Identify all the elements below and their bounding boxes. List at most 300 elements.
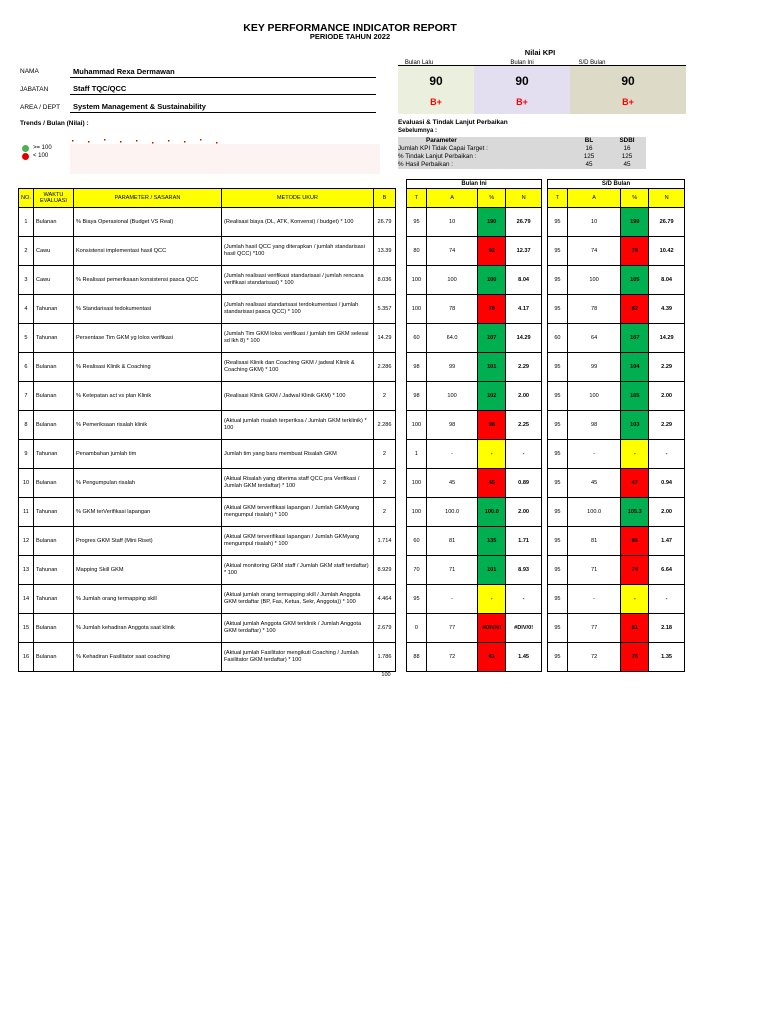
table-row [19, 585, 396, 614]
row-sd-a: 98 [567, 411, 620, 440]
row-bi-n: 2.00 [506, 382, 542, 411]
row-b: 8.036 [373, 266, 395, 295]
row-bi-t: 88 [407, 643, 427, 672]
row-sd-a: - [567, 440, 620, 469]
evaluasi-title: Evaluasi & Tindak Lanjut Perbaikan [398, 119, 508, 126]
group-head-bulan-ini: Bulan Ini [406, 179, 542, 188]
row-metode: (Realisasi biaya (DL, ATK, Konvensi) / budget) * 100 [221, 208, 373, 237]
row-sd-pct: 107 [621, 324, 649, 353]
col-head-metode: METODE UKUR [221, 189, 373, 208]
col-head-pct: % [478, 189, 506, 208]
table-row [407, 324, 542, 353]
row-metode: (Jumlah realisasi standarisasi terdokumentasi / jumlah standarisasi pasca QCC) * 100 [221, 295, 373, 324]
evaluasi-subtitle: Sebelumnya : [398, 128, 438, 134]
row-bi-a: 64.0 [426, 324, 477, 353]
table-row [19, 498, 396, 527]
row-sd-a: 10 [567, 208, 620, 237]
kpi-value-sd-bulan: 90 [621, 74, 635, 88]
row-metode: (Aktual jumlah risalah terperiksa / Jumlah GKM terklinik) * 100 [221, 411, 373, 440]
row-sd-t: 95 [548, 643, 568, 672]
table-row [407, 527, 542, 556]
row-waktu: Bulanan [33, 382, 73, 411]
row-waktu: Cawu [33, 237, 73, 266]
table-row [19, 324, 396, 353]
row-sd-pct: - [621, 585, 649, 614]
row-sd-t: 95 [548, 440, 568, 469]
row-bi-n: 2.00 [506, 498, 542, 527]
row-sd-n: 10.42 [649, 237, 685, 266]
table-header-row [407, 189, 542, 208]
col-head-a: A [567, 189, 620, 208]
row-sd-a: - [567, 585, 620, 614]
row-bi-n: #DIV/0! [506, 614, 542, 643]
row-sd-n: 2.00 [649, 498, 685, 527]
evaluasi-bl: 125 [583, 153, 595, 160]
row-sd-a: 45 [567, 469, 620, 498]
report-title: KEY PERFORMANCE INDICATOR REPORT [243, 22, 457, 34]
row-bi-a: 98 [426, 411, 477, 440]
row-param: Penambahan jumlah tim [73, 440, 221, 469]
row-metode: (Aktual GKM terverifikasi lapangan / Jumlah GKMyang mengumpul risalah) * 100 [221, 498, 373, 527]
table-row [548, 498, 685, 527]
row-sd-pct: 75 [621, 643, 649, 672]
row-metode: (Realisasi Klinik dan Coaching GKM / jadwal Klinik & Coaching GKM) * 100 [221, 353, 373, 382]
col-head-waktu: WAKTU EVALUASI [33, 189, 73, 208]
row-sd-t: 95 [548, 527, 568, 556]
row-sd-n: 1.47 [649, 527, 685, 556]
row-no: 7 [19, 382, 34, 411]
row-sd-a: 81 [567, 527, 620, 556]
kpi-box-bulan-lalu [398, 66, 474, 114]
row-sd-t: 95 [548, 295, 568, 324]
row-b: 2 [373, 382, 395, 411]
legend-green-dot-icon [22, 145, 29, 152]
row-param: Mapping Skill GKM [73, 556, 221, 585]
table-row [19, 208, 396, 237]
row-param: % Jumlah kehadiran Anggota saat klinik [73, 614, 221, 643]
col-head-param: PARAMETER / SASARAN [73, 189, 221, 208]
row-bi-t: 100 [407, 411, 427, 440]
row-sd-a: 78 [567, 295, 620, 324]
table-row [19, 353, 396, 382]
kpi-col-label-bulan-lalu: Bulan Lalu [404, 60, 434, 66]
kpi-col-label-bulan-ini: Bulan Ini [510, 60, 534, 66]
row-param: Progres GKM Staff (Mini Riset) [73, 527, 221, 556]
row-metode: (Jumlah realisasi verifikasi standarisasi / jumlah rencana verifikasi standarisasi) * 100 [221, 266, 373, 295]
col-head-n: N [649, 189, 685, 208]
evaluasi-row [398, 161, 646, 169]
row-waktu: Tahunan [33, 556, 73, 585]
row-no: 4 [19, 295, 34, 324]
row-param: % GKM terVerifikasi lapangan [73, 498, 221, 527]
row-bi-t: 95 [407, 208, 427, 237]
kpi-value-bulan-ini: 90 [515, 74, 529, 88]
row-bi-a: 77 [426, 614, 477, 643]
row-bi-n: - [506, 585, 542, 614]
row-bi-t: 100 [407, 498, 427, 527]
evaluasi-sdbi: 45 [623, 161, 631, 168]
row-b: 26.79 [373, 208, 395, 237]
evaluasi-row [398, 145, 646, 153]
row-bi-a: 78 [426, 295, 477, 324]
table-row [548, 469, 685, 498]
row-bi-t: 98 [407, 353, 427, 382]
row-no: 9 [19, 440, 34, 469]
row-sd-n: 2.29 [649, 353, 685, 382]
nama-label: NAMA [20, 68, 39, 75]
row-no: 12 [19, 527, 34, 556]
row-bi-a: - [426, 440, 477, 469]
row-bi-t: 100 [407, 266, 427, 295]
evaluasi-row [398, 153, 646, 161]
row-sd-pct: - [621, 440, 649, 469]
sd-bulan-table [547, 188, 685, 672]
row-bi-pct: 101 [478, 353, 506, 382]
row-bi-n: - [506, 440, 542, 469]
table-row [548, 237, 685, 266]
col-head-t: T [407, 189, 427, 208]
evaluasi-head-param: Parameter [426, 137, 457, 144]
row-bi-pct: 98 [478, 411, 506, 440]
row-bi-t: 1 [407, 440, 427, 469]
row-metode: (Aktual Risalah yang diterima staff QCC pra Verifikasi / Jumlah GKM terdaftar) * 100 [221, 469, 373, 498]
kpi-value-bulan-lalu: 90 [429, 74, 443, 88]
row-sd-n: 6.64 [649, 556, 685, 585]
row-no: 5 [19, 324, 34, 353]
legend-red-text: < 100 [33, 153, 49, 159]
table-row [548, 440, 685, 469]
col-head-pct: % [621, 189, 649, 208]
row-sd-t: 60 [548, 324, 568, 353]
row-bi-n: 14.29 [506, 324, 542, 353]
row-no: 13 [19, 556, 34, 585]
row-b: 5.357 [373, 295, 395, 324]
row-bi-t: 100 [407, 295, 427, 324]
row-bi-a: 81 [426, 527, 477, 556]
row-sd-pct: 74 [621, 556, 649, 585]
group-head-sd-bulan: S/D Bulan [547, 179, 685, 188]
table-row [548, 556, 685, 585]
table-row [407, 556, 542, 585]
row-param: % Pengumpulan risalah [73, 469, 221, 498]
row-sd-pct: 105 [621, 382, 649, 411]
row-sd-t: 95 [548, 208, 568, 237]
row-sd-pct: 103 [621, 411, 649, 440]
row-sd-a: 100 [567, 266, 620, 295]
table-row [548, 266, 685, 295]
row-b: 8.929 [373, 556, 395, 585]
evaluasi-head-bl: BL [584, 137, 594, 144]
bulan-ini-table [406, 188, 542, 672]
row-b: 2 [373, 469, 395, 498]
col-head-no: NO. [19, 189, 34, 208]
row-sd-a: 99 [567, 353, 620, 382]
row-b: 2 [373, 498, 395, 527]
row-bi-a: 100.0 [426, 498, 477, 527]
row-no: 14 [19, 585, 34, 614]
legend-red-dot-icon [22, 153, 29, 160]
row-metode: (Aktual jumlah Fasilitator mengikuti Coaching / Jumlah Fasilitator GKM terdaftar) * 100 [221, 643, 373, 672]
table-header-row [548, 189, 685, 208]
table-row [19, 237, 396, 266]
row-param: % Ketepatan act vs plan Klinik [73, 382, 221, 411]
row-bi-a: 10 [426, 208, 477, 237]
evaluasi-param: % Tindak Lanjut Perbaikan : [398, 153, 477, 160]
row-b: 14.29 [373, 324, 395, 353]
row-waktu: Bulanan [33, 411, 73, 440]
table-row [548, 585, 685, 614]
row-b: 4.464 [373, 585, 395, 614]
row-bi-pct: - [478, 440, 506, 469]
row-bi-n: 2.29 [506, 353, 542, 382]
row-bi-pct: 101 [478, 556, 506, 585]
row-param: % Realisasi pemeriksaan konsistensi pasca QCC [73, 266, 221, 295]
row-waktu: Tahunan [33, 440, 73, 469]
row-bi-a: - [426, 585, 477, 614]
row-no: 11 [19, 498, 34, 527]
legend-green-text: >= 100 [33, 145, 52, 151]
row-bi-pct: 100 [478, 266, 506, 295]
row-b: 2.679 [373, 614, 395, 643]
table-row [548, 527, 685, 556]
row-bi-a: 72 [426, 643, 477, 672]
row-no: 3 [19, 266, 34, 295]
area-label: AREA / DEPT [20, 104, 61, 111]
row-bi-pct: 100.0 [478, 498, 506, 527]
table-row [548, 382, 685, 411]
evaluasi-param: Jumlah KPI Tidak Capai Target : [398, 145, 488, 152]
row-param: % Kehadiran Fasilitator saat coaching [73, 643, 221, 672]
row-sd-a: 74 [567, 237, 620, 266]
row-bi-pct: 135 [478, 527, 506, 556]
row-waktu: Tahunan [33, 324, 73, 353]
table-row [19, 556, 396, 585]
row-bi-a: 100 [426, 266, 477, 295]
row-sd-n: 2.00 [649, 382, 685, 411]
row-bi-a: 74 [426, 237, 477, 266]
row-no: 8 [19, 411, 34, 440]
row-sd-pct: 82 [621, 295, 649, 324]
row-bi-n: 8.04 [506, 266, 542, 295]
row-sd-pct: 81 [621, 614, 649, 643]
row-sd-t: 95 [548, 237, 568, 266]
row-bi-n: 4.17 [506, 295, 542, 324]
row-sd-t: 95 [548, 585, 568, 614]
row-sd-t: 95 [548, 498, 568, 527]
row-b: 2 [373, 440, 395, 469]
row-waktu: Bulanan [33, 353, 73, 382]
table-row [19, 411, 396, 440]
row-sd-t: 95 [548, 411, 568, 440]
row-sd-t: 95 [548, 382, 568, 411]
row-sd-a: 77 [567, 614, 620, 643]
nilai-kpi-heading: Nilai KPI [524, 48, 556, 57]
table-row [548, 411, 685, 440]
kpi-box-sd-bulan [570, 66, 686, 114]
table-row [19, 440, 396, 469]
row-sd-n: - [649, 440, 685, 469]
row-no: 6 [19, 353, 34, 382]
col-head-a: A [426, 189, 477, 208]
row-sd-n: 4.39 [649, 295, 685, 324]
table-row [407, 614, 542, 643]
table-header-row [19, 189, 396, 208]
table-row [407, 643, 542, 672]
row-bi-n: 26.79 [506, 208, 542, 237]
row-sd-n: 2.18 [649, 614, 685, 643]
row-param: % Jumlah orang termapping skill [73, 585, 221, 614]
row-sd-t: 95 [548, 353, 568, 382]
evaluasi-bl: 16 [585, 145, 593, 152]
row-b: 1.714 [373, 527, 395, 556]
row-waktu: Cawu [33, 266, 73, 295]
jabatan-value: Staff TQC/QCC [73, 84, 127, 93]
row-sd-a: 100.0 [567, 498, 620, 527]
row-metode: (Aktual jumlah orang termapping skill / Jumlah Anggota GKM terdaftar (BP, Fas, Ketua, Sekr, Anggota)) * 100 [221, 585, 373, 614]
row-sd-t: 95 [548, 614, 568, 643]
evaluasi-sdbi: 16 [623, 145, 631, 152]
table-row [19, 382, 396, 411]
row-waktu: Bulanan [33, 643, 73, 672]
table-row [407, 382, 542, 411]
report-period: PERIODE TAHUN 2022 [309, 32, 391, 41]
evaluasi-sdbi: 125 [621, 153, 633, 160]
table-row [19, 469, 396, 498]
row-b: 1.786 [373, 643, 395, 672]
kpi-grade-sd-bulan: B+ [622, 97, 634, 107]
kpi-grade-bulan-lalu: B+ [430, 97, 442, 107]
row-param: % Standarisasi tedokumentasi [73, 295, 221, 324]
evaluasi-header [398, 137, 646, 145]
row-bi-n: 0.89 [506, 469, 542, 498]
table-row [548, 208, 685, 237]
row-bi-a: 45 [426, 469, 477, 498]
table-row [19, 527, 396, 556]
evaluasi-param: % Hasil Perbaikan : [398, 161, 453, 168]
row-sd-n: 8.04 [649, 266, 685, 295]
table-row [548, 324, 685, 353]
row-sd-a: 100 [567, 382, 620, 411]
table-row [407, 237, 542, 266]
table-row [407, 411, 542, 440]
row-no: 2 [19, 237, 34, 266]
row-no: 15 [19, 614, 34, 643]
row-bi-a: 100 [426, 382, 477, 411]
row-bi-t: 95 [407, 585, 427, 614]
row-sd-pct: 104 [621, 353, 649, 382]
col-head-n: N [506, 189, 542, 208]
kpi-box-bulan-ini [474, 66, 570, 114]
row-sd-pct: 105.3 [621, 498, 649, 527]
row-sd-pct: 78 [621, 237, 649, 266]
row-bi-a: 99 [426, 353, 477, 382]
nama-value: Muhammad Rexa Dermawan [73, 67, 175, 76]
row-metode: (Jumlah hasil QCC yang diterapkan / jumlah standarisasi hasil QCC) *100 [221, 237, 373, 266]
kpi-grade-bulan-ini: B+ [516, 97, 528, 107]
trends-label: Trends / Bulan (Nilai) : [20, 120, 89, 127]
row-sd-a: 64 [567, 324, 620, 353]
row-waktu: Bulanan [33, 527, 73, 556]
row-waktu: Tahunan [33, 295, 73, 324]
row-param: Konsistensi implementasi hasil QCC [73, 237, 221, 266]
evaluasi-bl: 45 [585, 161, 593, 168]
table-row [407, 266, 542, 295]
row-bi-t: 60 [407, 324, 427, 353]
row-waktu: Bulanan [33, 208, 73, 237]
row-param: % Pemeriksaan risalah klinik [73, 411, 221, 440]
row-waktu: Tahunan [33, 585, 73, 614]
col-head-t: T [548, 189, 568, 208]
row-bi-t: 70 [407, 556, 427, 585]
row-bi-pct: 45 [478, 469, 506, 498]
row-param: % Biaya Operasional (Budget VS Real) [73, 208, 221, 237]
table-row [407, 353, 542, 382]
jabatan-label: JABATAN [20, 86, 49, 93]
row-bi-pct: 81 [478, 643, 506, 672]
trend-sparkline-area [70, 136, 380, 176]
row-sd-pct: 47 [621, 469, 649, 498]
table-row [407, 208, 542, 237]
table-row [548, 643, 685, 672]
table-row [19, 295, 396, 324]
row-bi-t: 60 [407, 527, 427, 556]
kpi-parameter-table [18, 188, 396, 672]
row-bi-n: 1.45 [506, 643, 542, 672]
row-b: 2.286 [373, 411, 395, 440]
table-row [548, 614, 685, 643]
row-b: 13.39 [373, 237, 395, 266]
row-waktu: Tahunan [33, 498, 73, 527]
area-value: System Management & Sustainability [73, 102, 206, 111]
table-row [19, 643, 396, 672]
row-sd-n: - [649, 585, 685, 614]
row-sd-n: 26.79 [649, 208, 685, 237]
row-bi-pct: #DIV/0! [478, 614, 506, 643]
table-row [407, 585, 542, 614]
row-sd-n: 2.29 [649, 411, 685, 440]
row-waktu: Bulanan [33, 614, 73, 643]
row-sd-pct: 86 [621, 527, 649, 556]
row-bi-t: 80 [407, 237, 427, 266]
table-row [548, 353, 685, 382]
row-bi-pct: 92 [478, 237, 506, 266]
row-param: % Realisasi Klinik & Coaching [73, 353, 221, 382]
row-bi-pct: 78 [478, 295, 506, 324]
row-bi-n: 2.25 [506, 411, 542, 440]
row-bi-t: 98 [407, 382, 427, 411]
row-sd-t: 95 [548, 556, 568, 585]
table-row [407, 295, 542, 324]
row-metode: (Aktual monitoring GKM staff / Jumlah GKM staff terdaftar) * 100 [221, 556, 373, 585]
row-bi-pct: 190 [478, 208, 506, 237]
row-param: Persentase Tim GKM yg lolos verifikasi [73, 324, 221, 353]
row-bi-a: 71 [426, 556, 477, 585]
kpi-col-label-sd-bulan: S/D Bulan [578, 60, 606, 66]
row-sd-a: 71 [567, 556, 620, 585]
total-b: 100 [381, 672, 391, 678]
row-sd-n: 14.29 [649, 324, 685, 353]
table-row [548, 295, 685, 324]
row-no: 16 [19, 643, 34, 672]
row-bi-pct: - [478, 585, 506, 614]
row-bi-t: 0 [407, 614, 427, 643]
row-metode: (Aktual GKM terverifikasi lapangan / Jumlah GKMyang mengumpul risalah) * 100 [221, 527, 373, 556]
row-bi-pct: 107 [478, 324, 506, 353]
row-sd-pct: 105 [621, 266, 649, 295]
table-row [19, 614, 396, 643]
row-metode: (Realisasi Klinik GKM / Jadwal Klinik GKM) * 100 [221, 382, 373, 411]
table-row [19, 266, 396, 295]
